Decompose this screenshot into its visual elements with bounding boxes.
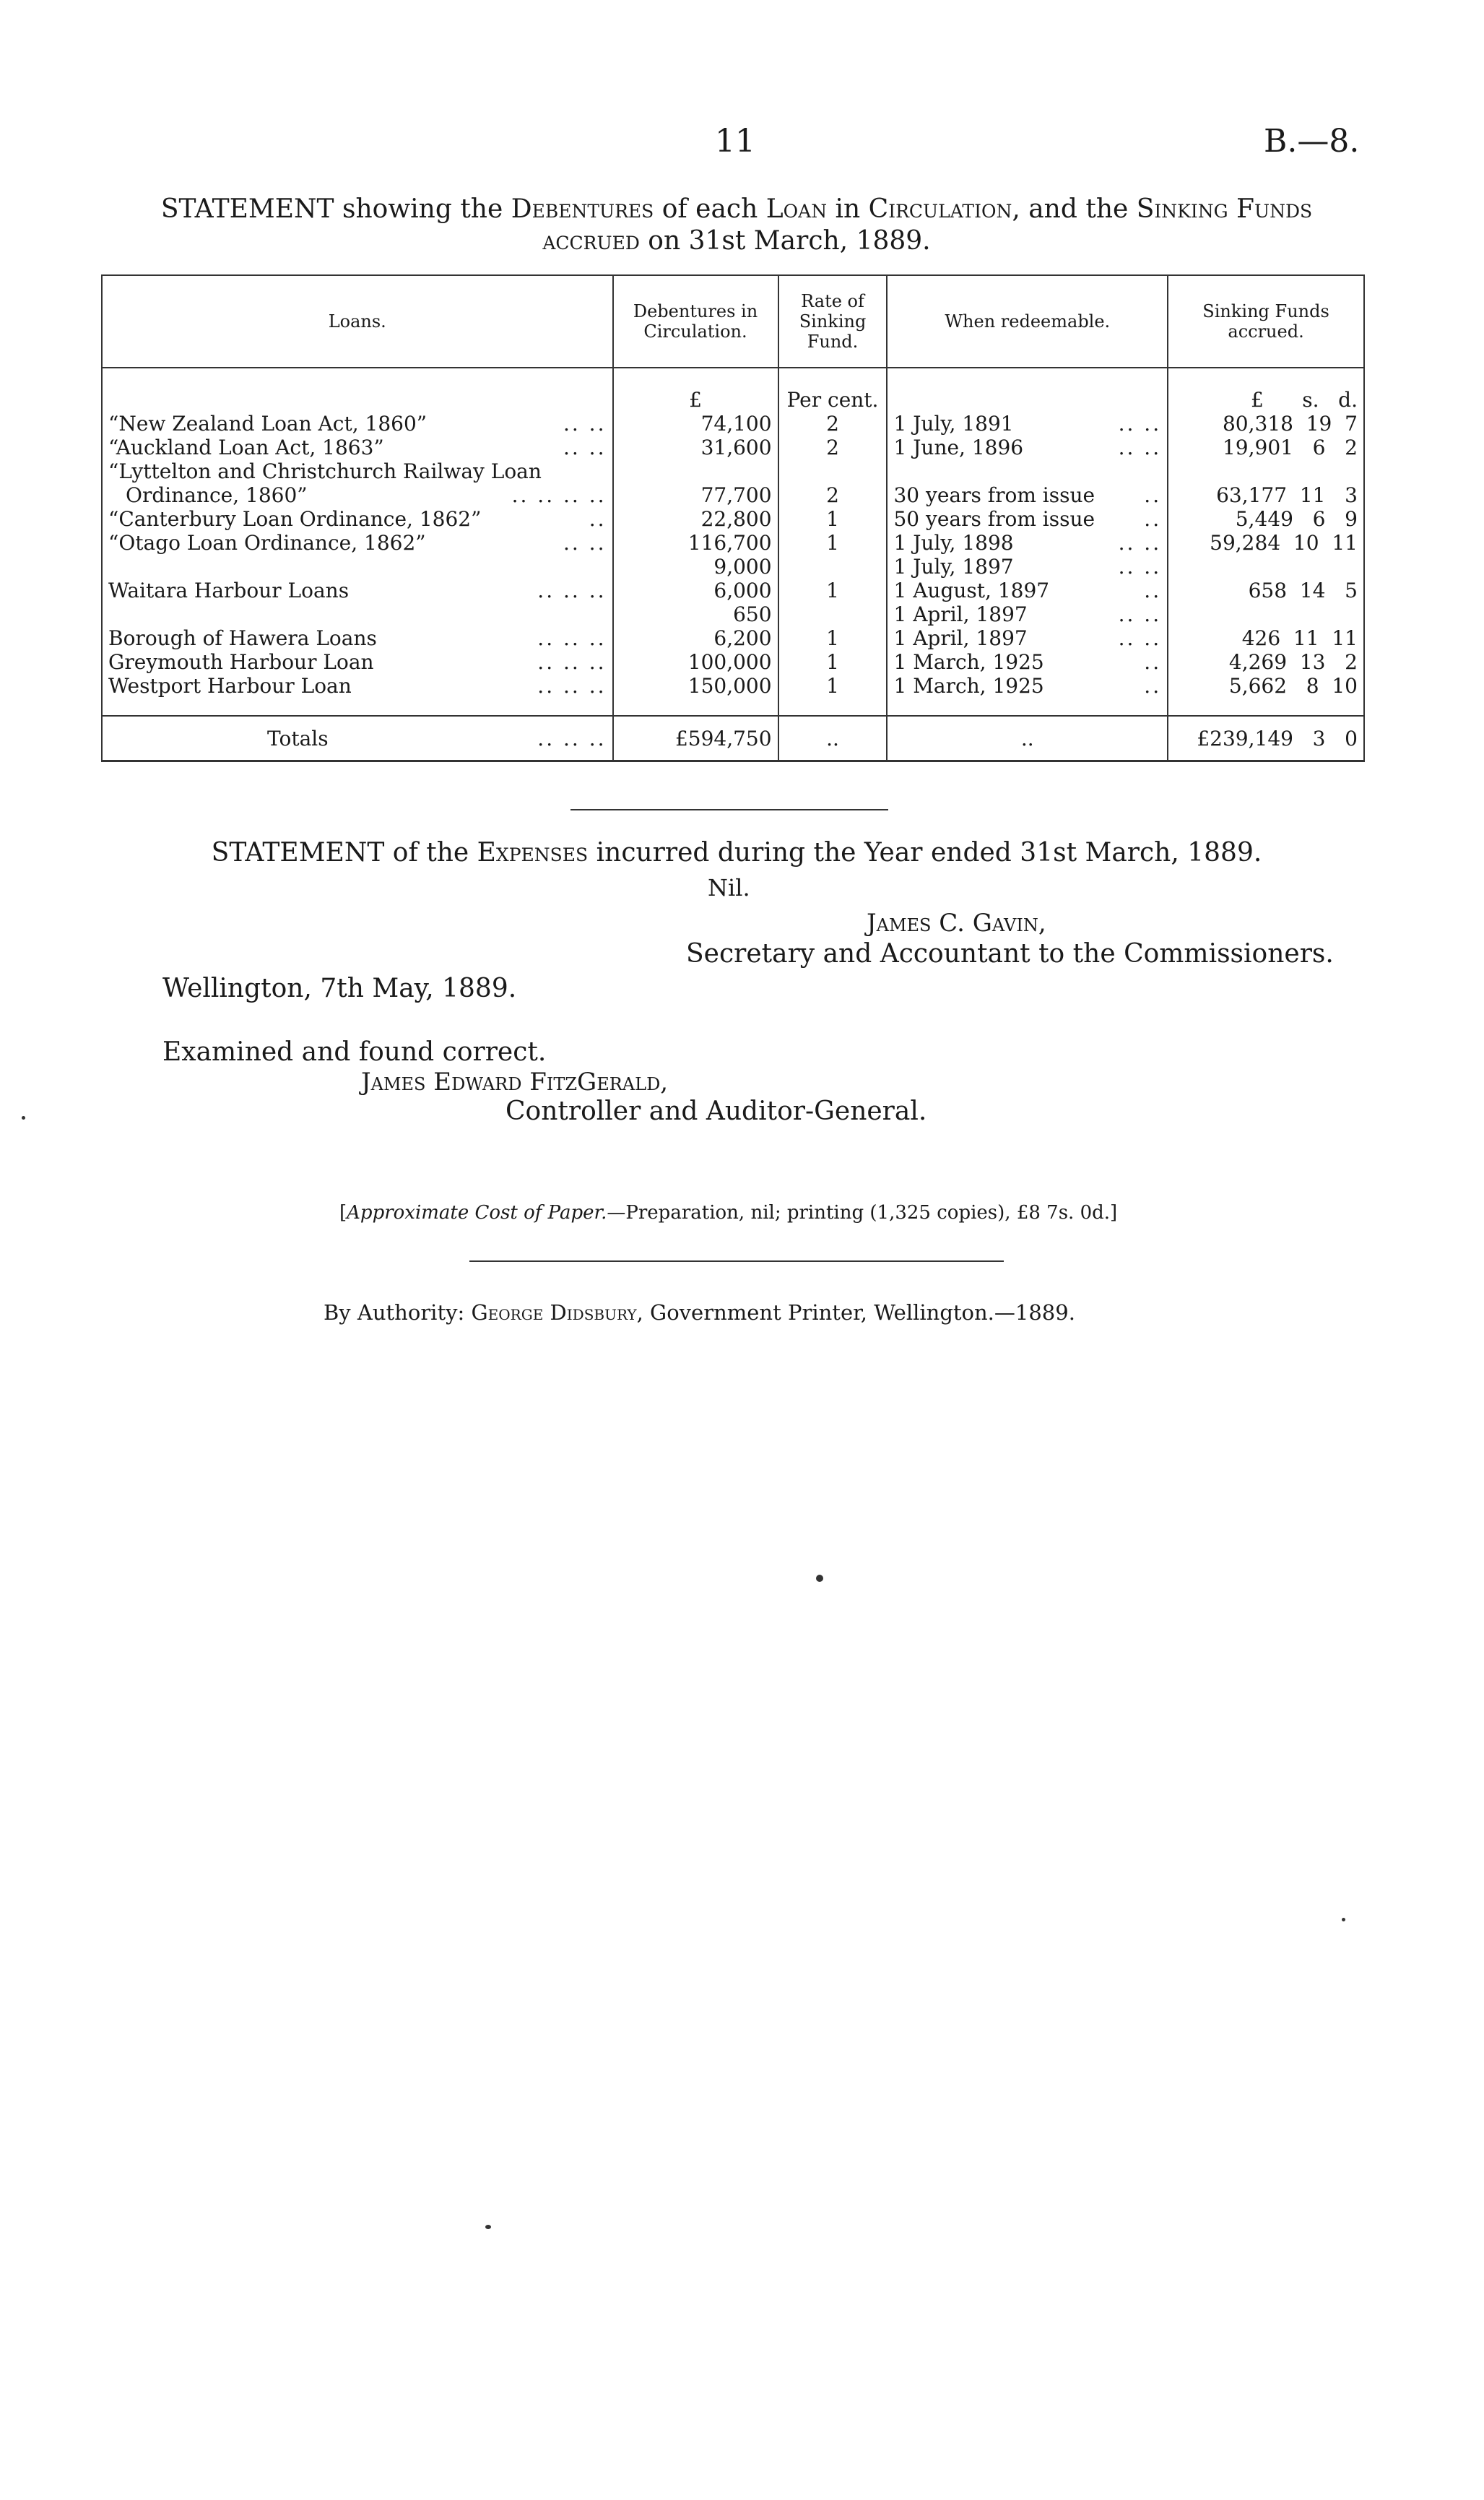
table-row: Ordinance, 1860” .. .. .. .. 77,700 2 30 years from issue .. 63,177 11 3 bbox=[102, 483, 1364, 507]
unit-lsd: £ s. d. bbox=[1250, 388, 1358, 412]
unit-percent: Per cent. bbox=[778, 386, 888, 412]
scan-speck bbox=[485, 2225, 491, 2229]
totals-row: Totals .. .. .. £594,750 .. .. £239,149 3 0 bbox=[102, 716, 1364, 761]
table-row: “Auckland Loan Act, 1863” .. .. 31,600 2 1 June, 1896 .. .. 19,901 6 2 bbox=[102, 436, 1364, 459]
statement-title bbox=[101, 194, 1372, 257]
document-reference: B.—8. bbox=[1264, 123, 1360, 160]
table-row: Westport Harbour Loan .. .. .. 150,000 1 1 March, 1925 .. 5,662 8 10 bbox=[102, 674, 1364, 698]
units-row bbox=[102, 386, 1364, 412]
table-row: “New Zealand Loan Act, 1860” .. .. 74,100 2 1 July, 1891 .. .. 80,318 19 7 bbox=[102, 412, 1364, 436]
examined-note: Examined and found correct. bbox=[162, 1037, 547, 1067]
table-row: 9,000 1 July, 1897 .. .. bbox=[102, 555, 1364, 579]
totals-sinking: £239,149 3 0 bbox=[1197, 726, 1358, 751]
header-debentures: Debentures in Circulation. bbox=[613, 275, 778, 368]
expenses-nil: Nil. bbox=[708, 874, 750, 901]
auditor-title: Controller and Auditor-General. bbox=[505, 1097, 927, 1126]
spacer-row bbox=[102, 698, 1364, 716]
table-row: Waitara Harbour Loans .. .. .. 6,000 1 1 August, 1897 .. 658 14 5 bbox=[102, 579, 1364, 602]
header-redeemable: When redeemable. bbox=[887, 275, 1168, 368]
page-number: 11 bbox=[715, 123, 755, 160]
secretary-title: Secretary and Accountant to the Commissioners. bbox=[686, 939, 1334, 969]
table-header-row bbox=[102, 275, 1364, 368]
auditor-signature: James Edward FitzGerald, bbox=[361, 1068, 669, 1097]
table-row: “Otago Loan Ordinance, 1862” .. .. 116,700 1 1 July, 1898 .. .. 59,284 10 11 bbox=[102, 531, 1364, 555]
header-loans: Loans. bbox=[102, 275, 613, 368]
statement-title-line-1: STATEMENT showing the Debentures of each Loan in Circulation, and the Sinking Funds bbox=[160, 194, 1313, 224]
secretary-signature: James C. Gavin, bbox=[867, 909, 1046, 938]
expenses-title: STATEMENT of the Expenses incurred during the Year ended 31st March, 1889. bbox=[211, 838, 1262, 868]
table-row: “Canterbury Loan Ordinance, 1862” .. 22,800 1 50 years from issue .. 5,449 6 9 bbox=[102, 507, 1364, 531]
totals-label: Totals bbox=[267, 726, 329, 751]
header-rate: Rate of Sinking Fund. bbox=[778, 275, 888, 368]
table-row: Greymouth Harbour Loan .. .. .. 100,000 1 1 March, 1925 .. 4,269 13 2 bbox=[102, 650, 1364, 674]
table-row: 650 1 April, 1897 .. .. bbox=[102, 602, 1364, 626]
statement-title-line-2: accrued on 31st March, 1889. bbox=[542, 226, 931, 256]
place-date: Wellington, 7th May, 1889. bbox=[162, 974, 517, 1003]
unit-pounds: £ bbox=[613, 386, 778, 412]
header-sinking-funds: Sinking Funds accrued. bbox=[1168, 275, 1364, 368]
scan-speck bbox=[816, 1575, 823, 1582]
scan-speck bbox=[22, 1116, 25, 1120]
totals-debentures: £594,750 bbox=[613, 716, 778, 761]
scan-speck bbox=[1342, 1918, 1345, 1921]
printer-authority: By Authority: George Didsbury, Government Printer, Wellington.—1889. bbox=[324, 1300, 1075, 1325]
cost-note: [Approximate Cost of Paper.—Preparation, nil; printing (1,325 copies), £8 7s. 0d.] bbox=[339, 1202, 1118, 1224]
divider bbox=[469, 1260, 1004, 1262]
spacer-row bbox=[102, 368, 1364, 386]
table-row: “Lyttelton and Christchurch Railway Loan bbox=[102, 459, 1364, 483]
divider bbox=[570, 809, 888, 810]
table-row: Borough of Hawera Loans .. .. .. 6,200 1 1 April, 1897 .. .. 426 11 11 bbox=[102, 626, 1364, 650]
debentures-table bbox=[101, 274, 1365, 762]
